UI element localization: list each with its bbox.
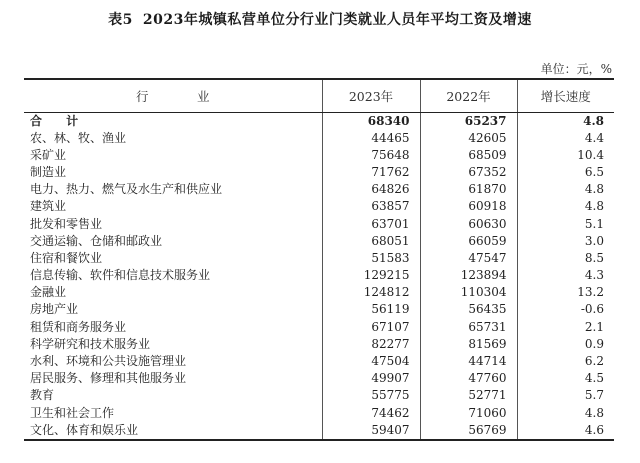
- table-title: [0, 9, 640, 29]
- wage-2023-cell: 47504: [322, 353, 420, 370]
- wage-2023-cell: 44465: [322, 130, 420, 147]
- table-row: [24, 301, 614, 318]
- industry-cell: 水利、环境和公共设施管理业: [30, 354, 187, 369]
- header-2023: 2023年: [322, 79, 420, 112]
- unit-label: 单位：元，%: [540, 62, 612, 76]
- industry-cell: 合 计: [30, 113, 89, 128]
- wage-2022-cell: 110304: [420, 284, 517, 301]
- growth-cell: 6.2: [517, 353, 614, 370]
- table-row: [24, 215, 614, 232]
- wage-2023-cell: 64826: [322, 181, 420, 198]
- table-row: [24, 164, 614, 181]
- wage-2023-cell: 129215: [322, 267, 420, 284]
- wage-2023-cell: 67107: [322, 319, 420, 336]
- industry-cell: 信息传输、软件和信息技术服务业: [30, 268, 211, 283]
- table-row: [24, 336, 614, 353]
- wage-2022-cell: 68509: [420, 147, 517, 164]
- wage-2023-cell: 56119: [322, 301, 420, 318]
- total-row: [24, 112, 614, 130]
- wage-2022-cell: 60918: [420, 198, 517, 215]
- industry-cell: 建筑业: [30, 199, 67, 214]
- growth-cell: 4.8: [517, 112, 614, 130]
- wage-2023-cell: 74462: [322, 405, 420, 422]
- growth-cell: 13.2: [517, 284, 614, 301]
- wage-2022-cell: 65731: [420, 319, 517, 336]
- table-row: [24, 370, 614, 387]
- industry-cell: 房地产业: [30, 302, 79, 317]
- growth-cell: 10.4: [517, 147, 614, 164]
- wage-2023-cell: 49907: [322, 370, 420, 387]
- wage-2023-cell: 55775: [322, 387, 420, 404]
- wage-2023-cell: 82277: [322, 336, 420, 353]
- industry-cell: 文化、体育和娱乐业: [24, 422, 322, 440]
- wage-2023-cell: 59407: [322, 422, 420, 440]
- wage-2023-cell: 68340: [322, 112, 420, 130]
- growth-cell: -0.6: [517, 301, 614, 318]
- wage-2023-cell: 63701: [322, 215, 420, 232]
- wage-table-container: [24, 78, 614, 441]
- growth-cell: 8.5: [517, 250, 614, 267]
- table-number: 表5: [108, 12, 133, 28]
- wage-2022-cell: 65237: [420, 112, 517, 130]
- industry-cell: 租赁和商务服务业: [30, 319, 127, 334]
- wage-2022-cell: 60630: [420, 215, 517, 232]
- growth-cell: 4.5: [517, 370, 614, 387]
- wage-2023-cell: 71762: [322, 164, 420, 181]
- wage-2022-cell: 81569: [420, 336, 517, 353]
- industry-cell: 居民服务、修理和其他服务业: [30, 371, 187, 386]
- industry-cell: 交通运输、仓储和邮政业: [30, 233, 163, 248]
- industry-cell: 采矿业: [30, 147, 67, 162]
- table-row: [24, 233, 614, 250]
- wage-table: [24, 78, 614, 441]
- wage-2023-cell: 124812: [322, 284, 420, 301]
- header-row: [24, 79, 614, 112]
- table-header: [24, 79, 614, 112]
- table-row: [24, 147, 614, 164]
- table-row: [24, 319, 614, 336]
- wage-2023-cell: 75648: [322, 147, 420, 164]
- wage-2023-cell: 68051: [322, 233, 420, 250]
- table-title-text: 2023年城镇私营单位分行业门类就业人员年平均工资及增速: [142, 12, 532, 28]
- growth-cell: 5.1: [517, 215, 614, 232]
- wage-2022-cell: 56435: [420, 301, 517, 318]
- table-row: [24, 198, 614, 215]
- wage-2022-cell: 44714: [420, 353, 517, 370]
- wage-2022-cell: 61870: [420, 181, 517, 198]
- table-row: [24, 250, 614, 267]
- wage-2022-cell: 66059: [420, 233, 517, 250]
- wage-2022-cell: 67352: [420, 164, 517, 181]
- growth-cell: 0.9: [517, 336, 614, 353]
- growth-cell: 4.8: [517, 181, 614, 198]
- table-row: [24, 181, 614, 198]
- wage-2023-cell: 51583: [322, 250, 420, 267]
- growth-cell: 4.3: [517, 267, 614, 284]
- industry-cell: 制造业: [30, 164, 67, 179]
- industry-cell: 批发和零售业: [30, 216, 103, 231]
- wage-2022-cell: 52771: [420, 387, 517, 404]
- growth-cell: 4.4: [517, 130, 614, 147]
- table-row: [24, 353, 614, 370]
- wage-2022-cell: 56769: [420, 422, 517, 440]
- wage-2022-cell: 42605: [420, 130, 517, 147]
- industry-cell: 农、林、牧、渔业: [30, 130, 127, 145]
- table-row: [24, 405, 614, 422]
- wage-2022-cell: 71060: [420, 405, 517, 422]
- growth-cell: 3.0: [517, 233, 614, 250]
- growth-cell: 4.8: [517, 405, 614, 422]
- industry-cell: 教育: [30, 388, 55, 403]
- industry-cell: 金融业: [30, 285, 67, 300]
- wage-2023-cell: 63857: [322, 198, 420, 215]
- growth-cell: 4.8: [517, 198, 614, 215]
- header-2022: 2022年: [420, 79, 517, 112]
- table-row: [24, 130, 614, 147]
- industry-cell: 科学研究和技术服务业: [30, 336, 151, 351]
- industry-cell: 电力、热力、燃气及水生产和供应业: [30, 182, 223, 197]
- table-row: [24, 387, 614, 404]
- growth-cell: 5.7: [517, 387, 614, 404]
- table-row: [24, 267, 614, 284]
- table-row: [24, 284, 614, 301]
- header-industry: 行 业: [24, 79, 322, 112]
- table-row: [24, 422, 614, 440]
- growth-cell: 6.5: [517, 164, 614, 181]
- wage-2022-cell: 123894: [420, 267, 517, 284]
- growth-cell: 4.6: [517, 422, 614, 440]
- header-growth: 增长速度: [517, 79, 614, 112]
- table-body: [24, 112, 614, 440]
- growth-cell: 2.1: [517, 319, 614, 336]
- industry-cell: 住宿和餐饮业: [30, 250, 103, 265]
- wage-2022-cell: 47547: [420, 250, 517, 267]
- wage-2022-cell: 47760: [420, 370, 517, 387]
- industry-cell: 卫生和社会工作: [30, 405, 115, 420]
